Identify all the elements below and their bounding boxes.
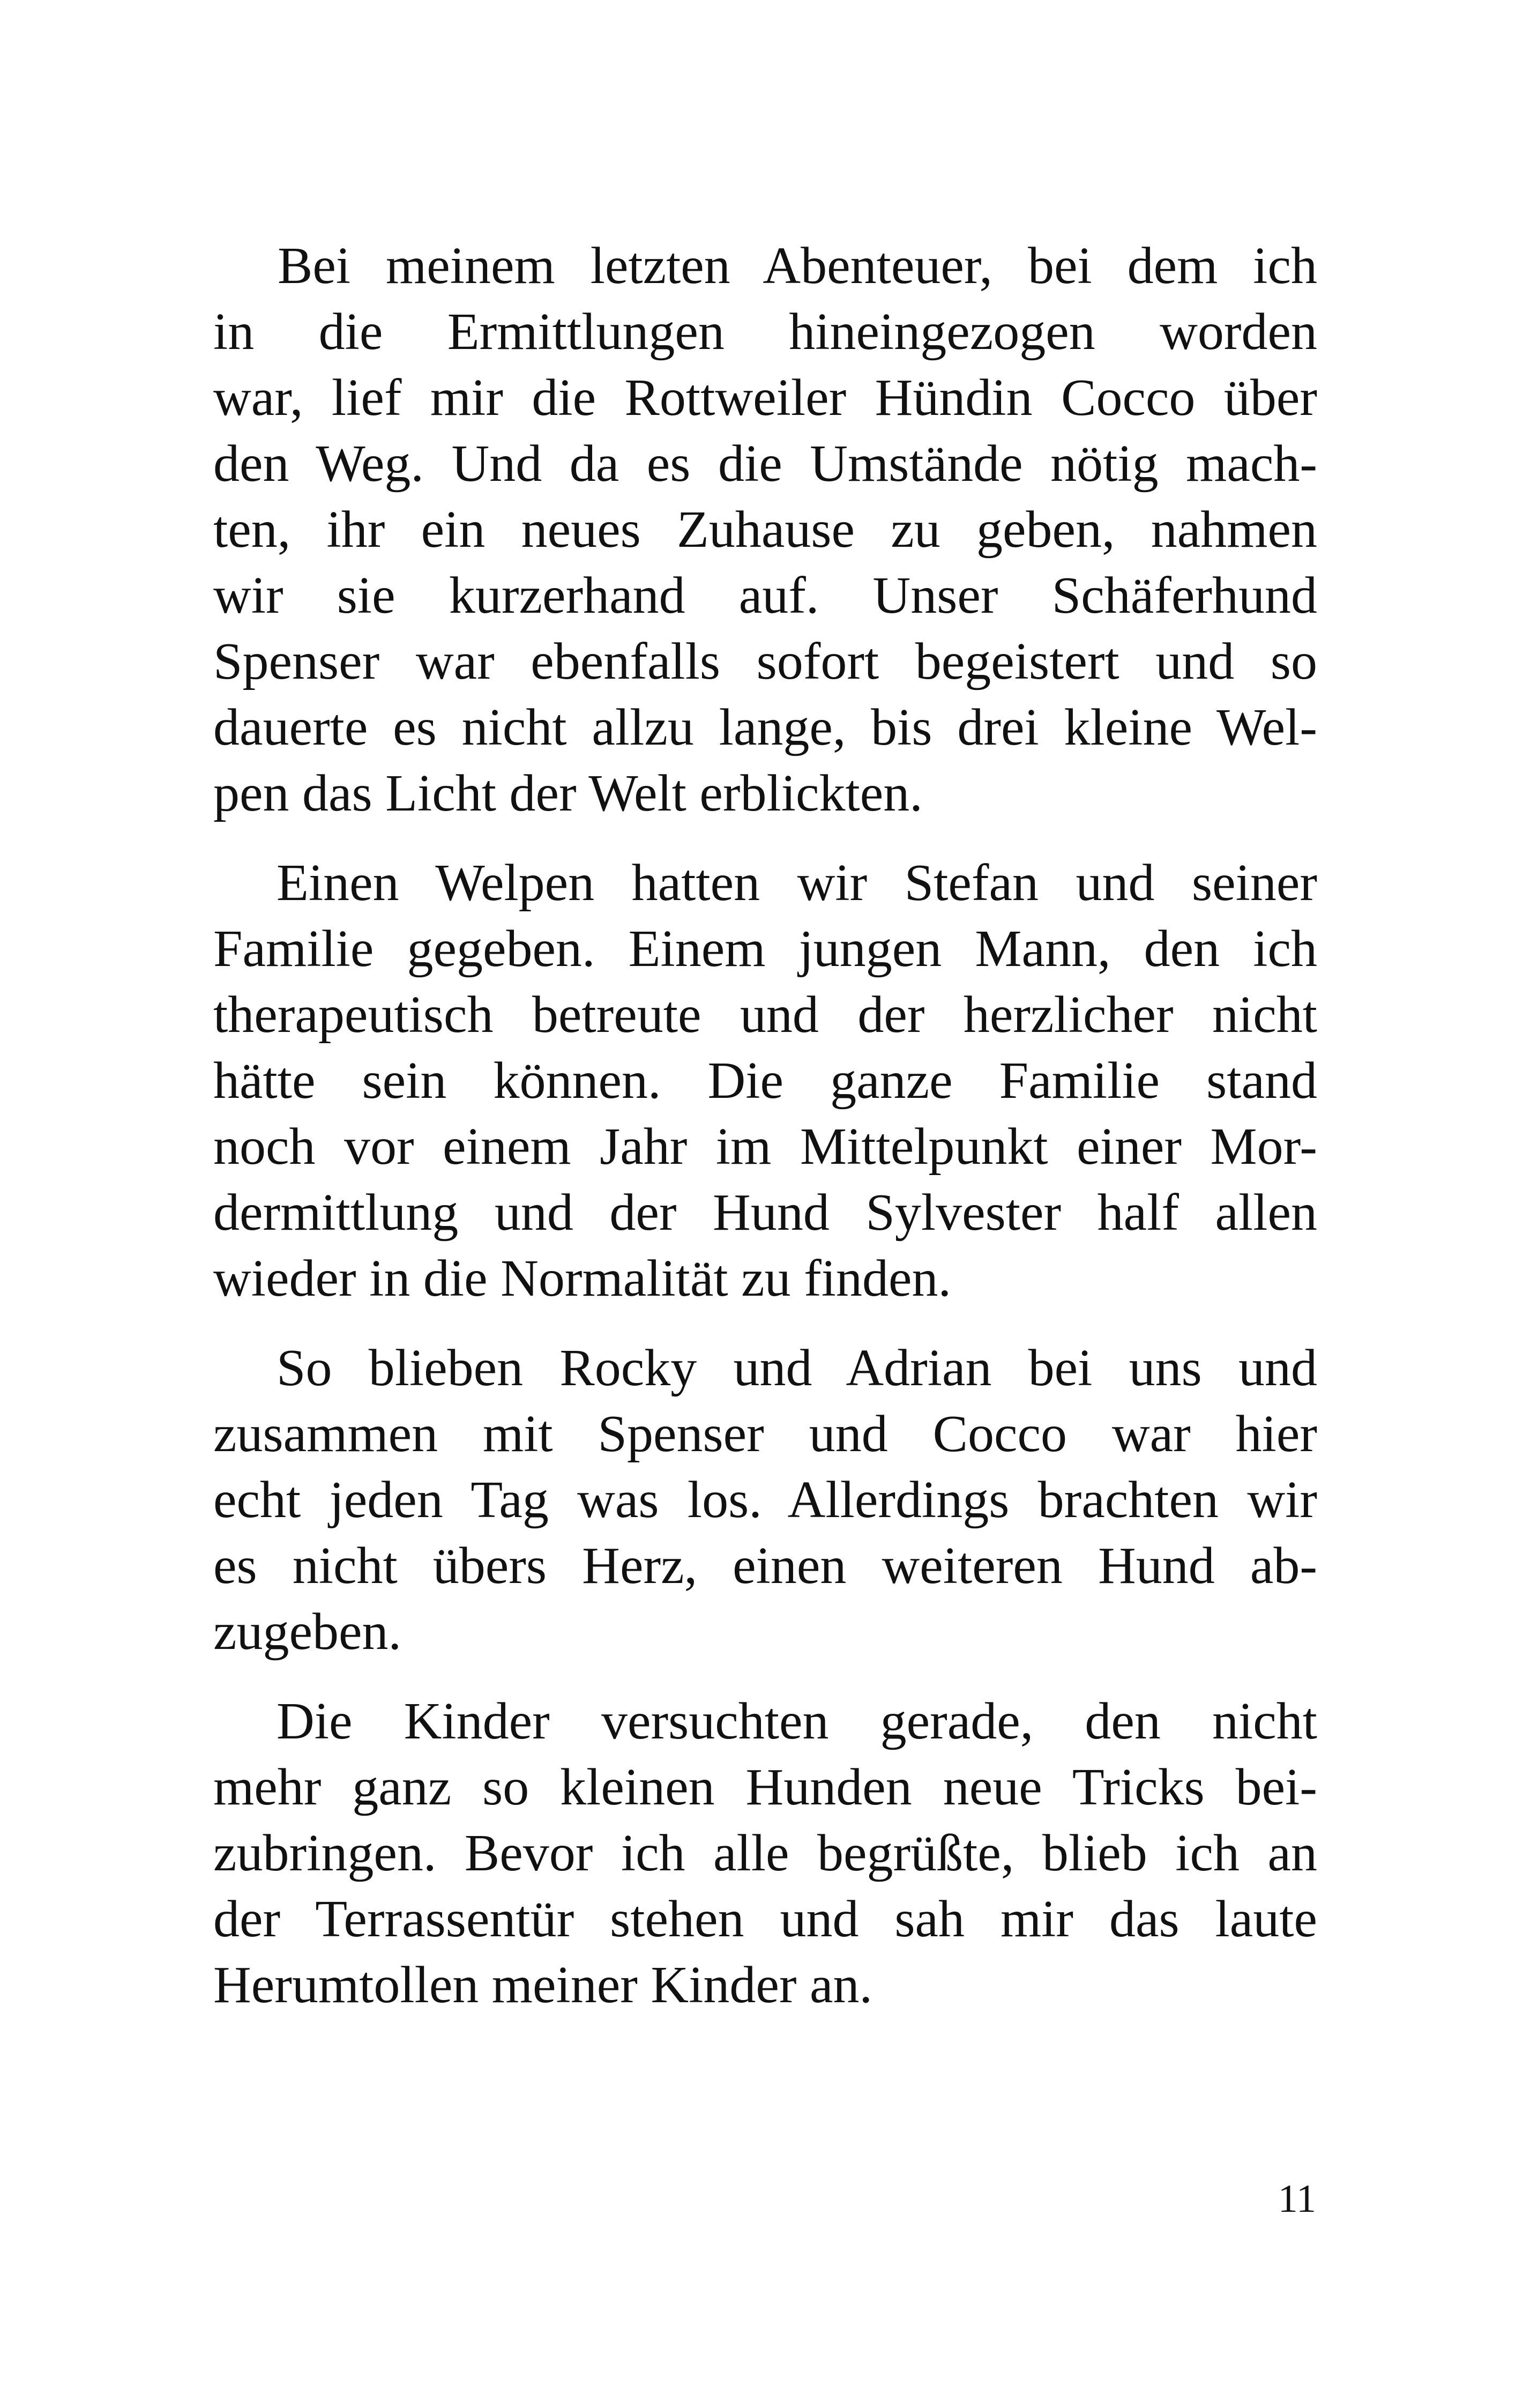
text-line: mehr ganz so kleinen Hunden neue Tricks bei- bbox=[213, 1758, 1317, 1816]
text-line: Bei meinem letzten Abenteuer, bei dem ich bbox=[278, 237, 1317, 295]
text-line: es nicht übers Herz, einen weiteren Hund ab- bbox=[213, 1537, 1317, 1595]
text-line: hätte sein können. Die ganze Familie stand bbox=[213, 1052, 1317, 1110]
text-line: Die Kinder versuchten gerade, den nicht bbox=[277, 1692, 1317, 1750]
text-line: therapeutisch betreute und der herzlicher nicht bbox=[213, 986, 1317, 1044]
text-line: wieder in die Normalität zu finden. bbox=[213, 1250, 951, 1307]
paragraph bbox=[213, 233, 1317, 827]
text-line: zusammen mit Spenser und Cocco war hier bbox=[213, 1405, 1317, 1463]
paragraph bbox=[213, 1335, 1317, 1665]
text-line: pen das Licht der Welt erblickten. bbox=[213, 764, 923, 822]
paragraph bbox=[213, 850, 1317, 1312]
paragraph bbox=[213, 1689, 1317, 2018]
text-line: der Terrassentür stehen und sah mir das laute bbox=[213, 1890, 1317, 1948]
text-line: war, lief mir die Rottweiler Hündin Cocco über bbox=[213, 369, 1317, 427]
text-line: in die Ermittlungen hineingezogen worden bbox=[213, 303, 1317, 361]
text-line: noch vor einem Jahr im Mittelpunkt einer Mor- bbox=[213, 1118, 1317, 1176]
body-text bbox=[213, 233, 1317, 2042]
page-number: 11 bbox=[1278, 2177, 1316, 2221]
text-line: Spenser war ebenfalls sofort begeistert und so bbox=[213, 633, 1317, 690]
text-line: zubringen. Bevor ich alle begrüßte, blieb ich an bbox=[213, 1824, 1317, 1882]
text-line: den Weg. Und da es die Umstände nötig mach- bbox=[213, 435, 1317, 493]
text-line: echt jeden Tag was los. Allerdings brachten wir bbox=[213, 1471, 1317, 1529]
text-line: Familie gegeben. Einem jungen Mann, den ich bbox=[213, 920, 1317, 978]
text-line: Herumtollen meiner Kinder an. bbox=[213, 1956, 873, 2014]
text-line: wir sie kurzerhand auf. Unser Schäferhund bbox=[213, 567, 1317, 625]
text-line: Einen Welpen hatten wir Stefan und seiner bbox=[277, 854, 1317, 912]
text-line: So blieben Rocky und Adrian bei uns und bbox=[277, 1339, 1317, 1397]
text-line: zugeben. bbox=[213, 1603, 401, 1661]
text-line: dauerte es nicht allzu lange, bis drei kleine Wel- bbox=[213, 698, 1317, 756]
text-line: dermittlung und der Hund Sylvester half allen bbox=[213, 1184, 1317, 1242]
text-line: ten, ihr ein neues Zuhause zu geben, nahmen bbox=[213, 501, 1317, 559]
